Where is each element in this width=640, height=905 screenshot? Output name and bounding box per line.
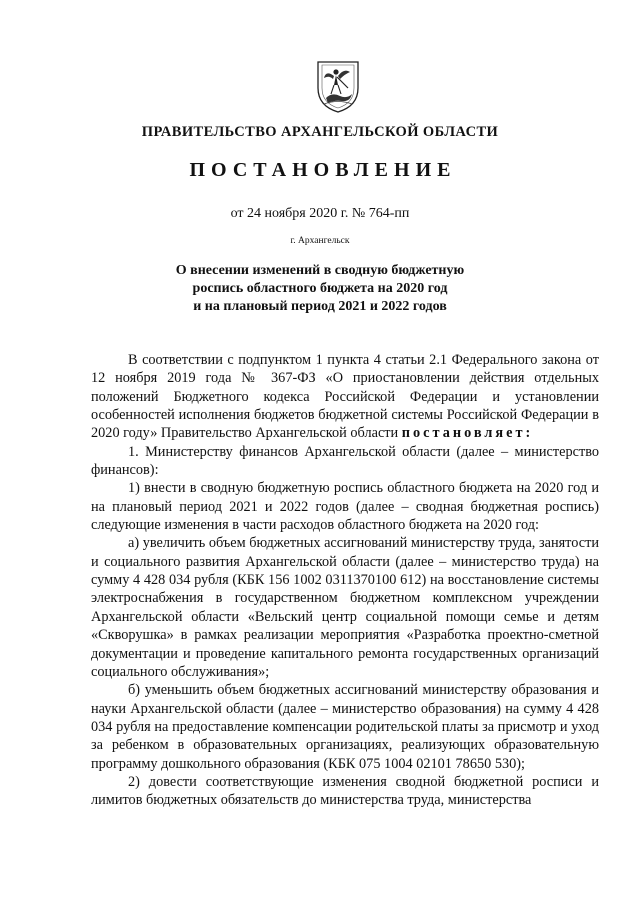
document-date-number: от 24 ноября 2020 г. № 764-пп <box>230 206 410 221</box>
item-paragraph: б) уменьшить объем бюджетных ассигнований министерству образования и науки Архангельской области (далее – министерство образования) на сумму 4 428 034 рубля на предоставление компенсации родительской платы за присмотр и уход за ребенком в образовательных организациях, реализующих образовательную программу дошкольного образования (КБК 075 1004 02101 78650 530); <box>91 682 599 772</box>
item-paragraph: а) увеличить объем бюджетных ассигнований министерству труда, занятости и социального развития Архангельской области (далее – министерство труда) на сумму 4 428 034 рубля (КБК 156 1002 0311370100 612) на восстановление системы электроснабжения в государственном бюджетном комплексном учреждении Архангельской области «Вельский центр социальной помощи семье и детям «Скворушка» в рамках реализации мероприятия «Разработка проектно-сметной документации и проведение капитального ремонта государственных организаций социального обслуживания»; <box>91 535 599 680</box>
document-title-line: и на плановый период 2021 и 2022 годов <box>193 299 447 314</box>
document-type: ПОСТАНОВЛЕНИЕ <box>189 159 457 181</box>
preamble-text: В соответствии с подпунктом 1 пункта 4 статьи 2.1 Федерального закона от 12 ноября 2019 года № 367-ФЗ «О приостановлении действия отдельных положений Бюджетного кодекса Российской Федерации и установлении особенностей исполнения бюджетов бюджетной системы Российской Федерации в 2020 году» Правительство Архангельской области <box>91 352 599 442</box>
resolves-word: постановляет <box>401 425 526 442</box>
preamble-paragraph <box>91 351 599 443</box>
coat-of-arms-icon <box>314 58 362 114</box>
item-paragraph: 1) внести в сводную бюджетную роспись областного бюджета на 2020 год и на плановый период 2021 и 2022 годов (далее – сводная бюджетная роспись) следующие изменения в части расходов областного бюджета на 2020 год: <box>91 480 599 534</box>
document-title <box>0 262 640 316</box>
item-paragraph: 1. Министерству финансов Архангельской области (далее – министерство финансов): <box>91 443 599 479</box>
document-city: г. Архангельск <box>290 236 350 246</box>
document-title-line: роспись областного бюджета на 2020 год <box>192 281 448 296</box>
document-body <box>91 351 599 810</box>
government-name: ПРАВИТЕЛЬСТВО АРХАНГЕЛЬСКОЙ ОБЛАСТИ <box>141 124 499 140</box>
document-title-line: О внесении изменений в сводную бюджетную <box>175 263 465 278</box>
resolves-colon: : <box>525 425 531 442</box>
item-paragraph: 2) довести соответствующие изменения сводной бюджетной росписи и лимитов бюджетных обязательств до министерства труда, министерства <box>91 773 599 809</box>
